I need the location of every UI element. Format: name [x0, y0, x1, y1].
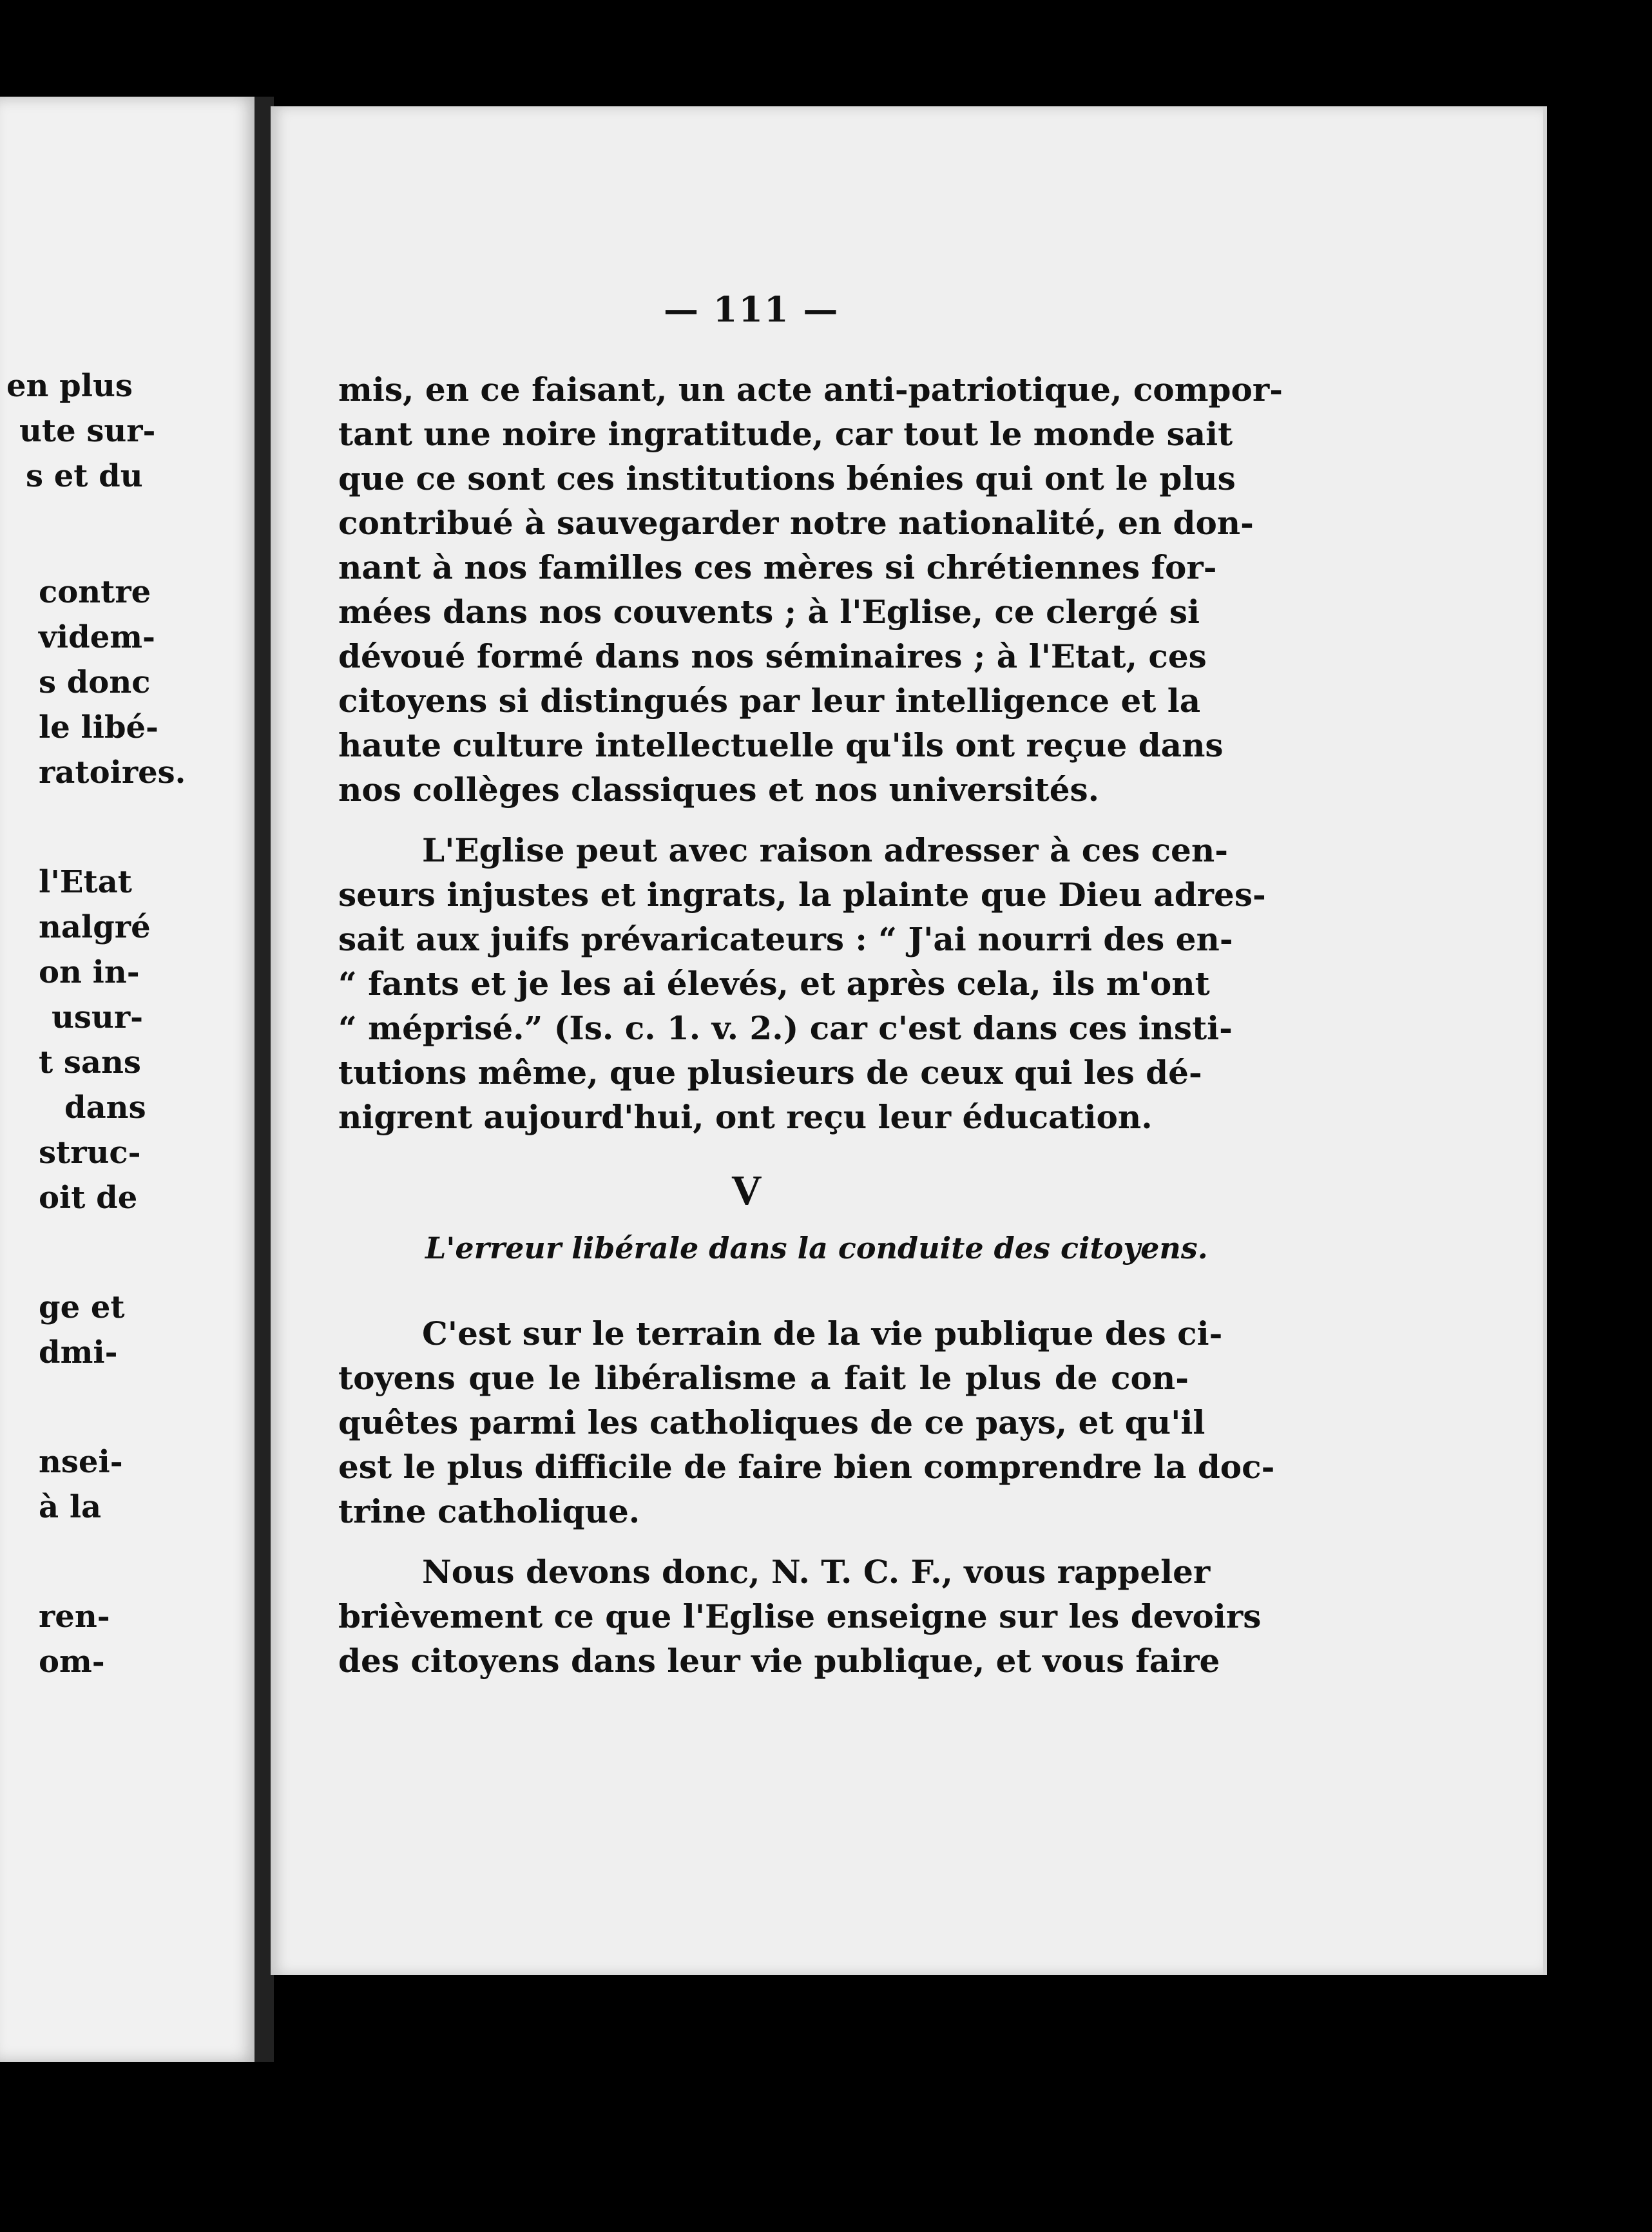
left-page-line: videm-	[39, 619, 155, 655]
para2-line: “ fants et je les ai élevés, et après cela, ils m'ont	[338, 965, 1210, 1003]
para2-line: sait aux juifs prévaricateurs : “ J'ai nourri des en-	[338, 920, 1233, 958]
section-title: L'erreur libérale dans la conduite des citoyens.	[425, 1231, 1208, 1265]
left-page-line: contre	[39, 574, 151, 610]
para2-line: nigrent aujourd'hui, ont reçu leur éducation.	[338, 1098, 1153, 1136]
left-page-line: om-	[39, 1644, 105, 1680]
left-page-fragment	[0, 97, 258, 2062]
left-page-line: nalgré	[39, 909, 151, 945]
left-page-line: dmi-	[39, 1334, 118, 1371]
left-page-line: t sans	[39, 1044, 141, 1081]
paragraph-2	[338, 828, 1266, 1139]
para1-line: que ce sont ces institutions bénies qui ont le plus	[338, 459, 1236, 497]
left-page-line: le libé-	[39, 709, 158, 746]
para1-line: dévoué formé dans nos séminaires ; à l'Etat, ces	[338, 637, 1207, 675]
left-page-line: struc-	[39, 1135, 141, 1171]
left-page-line: s donc	[39, 664, 151, 700]
para3-line: toyens que le libéralisme a fait le plus de con-	[338, 1359, 1189, 1397]
left-page-line: ute sur-	[19, 413, 156, 449]
paragraph-4	[338, 1550, 1262, 1683]
para2-line: L'Eglise peut avec raison adresser à ces cen-	[422, 831, 1228, 869]
left-page-line: on in-	[39, 954, 140, 990]
para3-line: quêtes parmi les catholiques de ce pays, et qu'il	[338, 1403, 1205, 1441]
para3-line: trine catholique.	[338, 1492, 640, 1530]
para2-line: seurs injustes et ingrats, la plainte que Dieu adres-	[338, 876, 1266, 914]
section-heading-numeral: V	[731, 1167, 762, 1214]
para1-line: nant à nos familles ces mères si chrétiennes for-	[338, 548, 1217, 586]
para1-line: citoyens si distingués par leur intelligence et la	[338, 682, 1201, 720]
left-page-line: ratoires.	[39, 755, 186, 791]
para4-line: Nous devons donc, N. T. C. F., vous rappeler	[422, 1553, 1211, 1591]
para2-line: tutions même, que plusieurs de ceux qui les dé-	[338, 1053, 1202, 1092]
paragraph-1	[338, 367, 1283, 812]
para1-line: haute culture intellectuelle qu'ils ont reçue dans	[338, 726, 1224, 764]
left-page-line: dans	[64, 1090, 146, 1126]
para1-line: mées dans nos couvents ; à l'Eglise, ce clergé si	[338, 593, 1200, 631]
left-page-line: s et du	[26, 458, 143, 494]
para4-line: des citoyens dans leur vie publique, et vous faire	[338, 1642, 1220, 1680]
paragraph-3	[338, 1311, 1275, 1534]
left-page-line: en plus	[6, 368, 133, 404]
left-page-line: nsei-	[39, 1444, 123, 1480]
para1-line: tant une noire ingratitude, car tout le monde sait	[338, 415, 1233, 453]
left-page-line: l'Etat	[39, 864, 132, 900]
page-number: — 111 —	[664, 289, 840, 330]
para3-line: est le plus difficile de faire bien comprendre la doc-	[338, 1448, 1275, 1486]
para3-line: C'est sur le terrain de la vie publique des ci-	[422, 1314, 1223, 1352]
left-page-line: oit de	[39, 1180, 138, 1216]
para1-line: nos collèges classiques et nos universités.	[338, 771, 1100, 809]
left-page-line: ge et	[39, 1289, 125, 1325]
para4-line: brièvement ce que l'Eglise enseigne sur les devoirs	[338, 1597, 1262, 1635]
left-page-line: usur-	[52, 999, 144, 1035]
para1-line: mis, en ce faisant, un acte anti-patriotique, compor-	[338, 370, 1283, 409]
left-page-line: ren-	[39, 1599, 110, 1635]
left-page-line: à la	[39, 1489, 102, 1525]
para2-line: “ méprisé.” (Is. c. 1. v. 2.) car c'est dans ces insti-	[338, 1009, 1233, 1047]
para1-line: contribué à sauvegarder notre nationalité, en don-	[338, 504, 1254, 542]
